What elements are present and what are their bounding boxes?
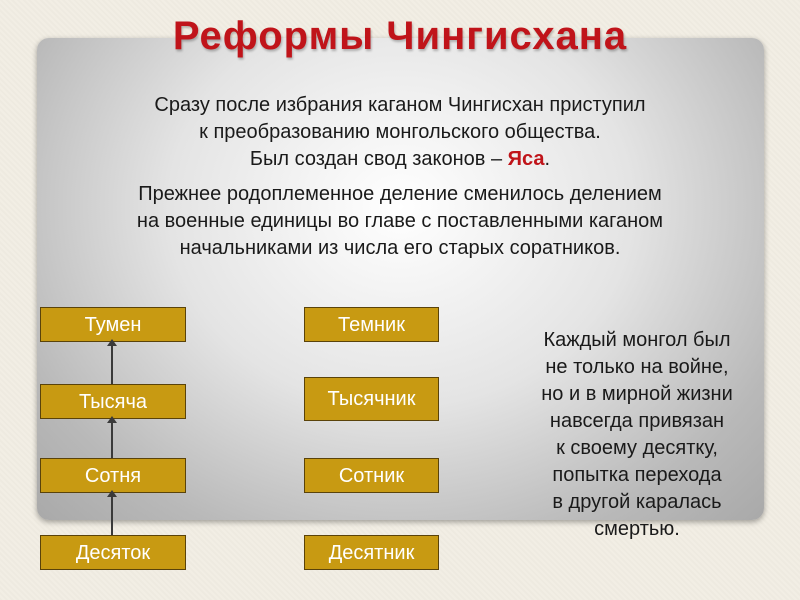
side-note [496, 327, 778, 543]
side-note-line: в другой каралась [552, 491, 722, 513]
side-note-line: смертью. [594, 518, 680, 540]
intro-line-law [55, 146, 745, 173]
commander-box-ten: Десятник [304, 535, 439, 570]
side-note-line: но и в мирной жизни [541, 383, 733, 405]
commander-box-thousand: Тысячник [304, 377, 439, 421]
intro-text [55, 92, 745, 262]
side-note-line: навсегда привязан [549, 410, 725, 432]
law-suffix: . [544, 148, 551, 170]
unit-box-thousand: Тысяча [40, 384, 186, 419]
law-name: Яса [507, 148, 545, 170]
arrow-up-icon [111, 422, 113, 458]
side-note-line: Каждый монгол был [543, 329, 731, 351]
commander-box-hundred: Сотник [304, 458, 439, 493]
law-prefix: Был создан свод законов – [249, 148, 508, 170]
unit-box-tumen: Тумен [40, 307, 186, 342]
side-note-line: попытка перехода [552, 464, 722, 486]
unit-box-hundred: Сотня [40, 458, 186, 493]
commander-box-temnik: Темник [304, 307, 439, 342]
unit-box-ten: Десяток [40, 535, 186, 570]
intro-line: Сразу после избрания каганом Чингисхан приступил [154, 94, 646, 116]
side-note-line: к своему десятку, [556, 437, 718, 459]
slide-title: Реформы Чингисхана [172, 14, 628, 58]
arrow-up-icon [111, 345, 113, 384]
division-line: на военные единицы во главе с поставленными каганом [136, 210, 664, 232]
intro-line: к преобразованию монгольского общества. [199, 121, 601, 143]
side-note-line: не только на войне, [545, 356, 729, 378]
division-line: Прежнее родоплеменное деление сменилось делением [138, 183, 662, 205]
arrow-up-icon [111, 496, 113, 535]
division-line: начальниками из числа его старых соратников. [179, 237, 621, 259]
